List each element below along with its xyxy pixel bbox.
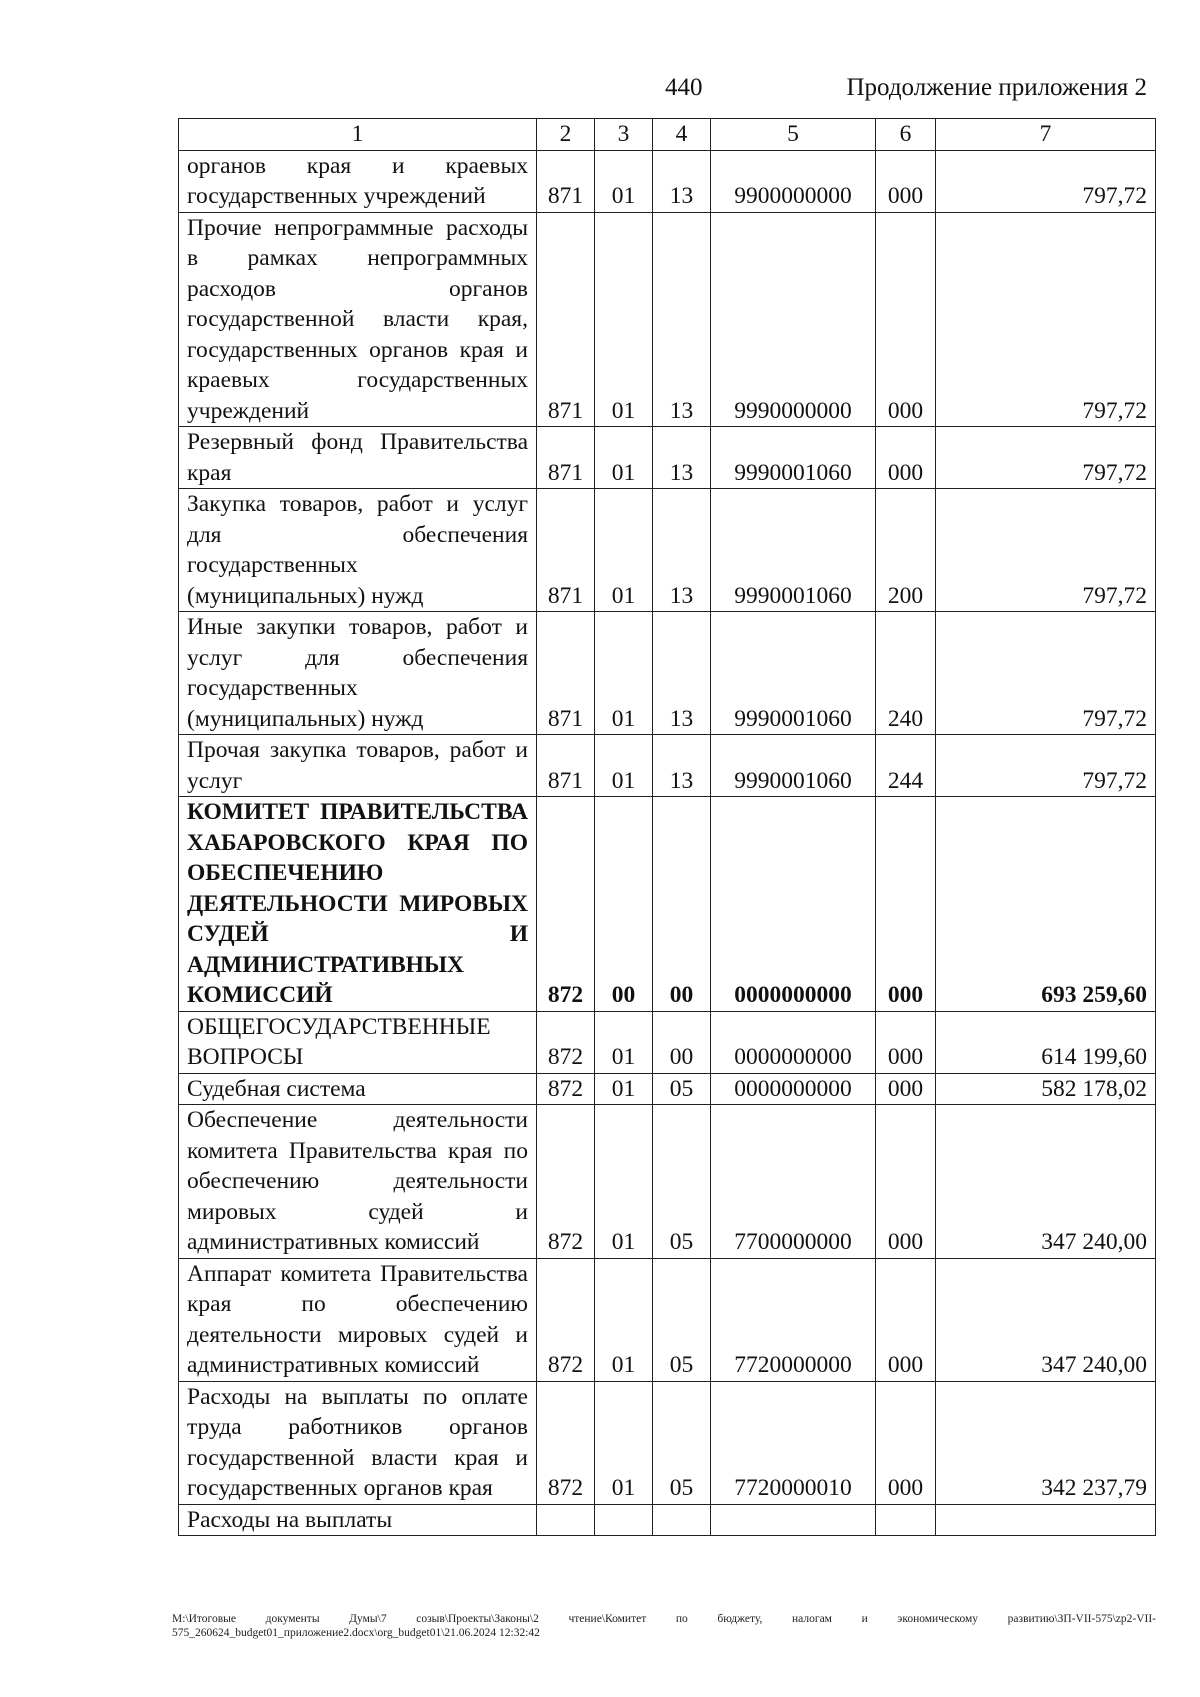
row-name-cell: Прочие непрограммные расходы в рамках непрограммных расходов органов государственной власти края, государственных органов края и краевых государственных учреждений bbox=[179, 212, 537, 427]
row-name-cell: КОМИТЕТ ПРАВИТЕЛЬСТВА ХАБАРОВСКОГО КРАЯ ПО ОБЕСПЕЧЕНИЮ ДЕЯТЕЛЬНОСТИ МИРОВЫХ СУДЕЙ И АДМИНИСТРАТИВНЫХ КОМИССИЙ bbox=[179, 797, 537, 1012]
col5-cell bbox=[711, 1504, 876, 1536]
amount-cell: 797,72 bbox=[936, 427, 1156, 489]
amount-cell: 347 240,00 bbox=[936, 1258, 1156, 1381]
col3-cell: 01 bbox=[595, 735, 653, 797]
header-cell: 6 bbox=[876, 119, 936, 151]
col4-cell: 13 bbox=[653, 427, 711, 489]
amount-cell: 797,72 bbox=[936, 150, 1156, 212]
col3-cell: 01 bbox=[595, 1381, 653, 1504]
header-cell: 7 bbox=[936, 119, 1156, 151]
col4-cell: 13 bbox=[653, 489, 711, 612]
col4-cell: 00 bbox=[653, 1011, 711, 1073]
col3-cell: 01 bbox=[595, 489, 653, 612]
col2-cell: 871 bbox=[537, 150, 595, 212]
row-name-cell: ОБЩЕГОСУДАРСТВЕННЫЕ ВОПРОСЫ bbox=[179, 1011, 537, 1073]
col4-cell: 13 bbox=[653, 150, 711, 212]
header-cell: 1 bbox=[179, 119, 537, 151]
amount-cell bbox=[936, 1504, 1156, 1536]
header-cell: 2 bbox=[537, 119, 595, 151]
col6-cell: 000 bbox=[876, 150, 936, 212]
file-path-footer: M:\Итоговые документы Думы\7 созыв\Проекты\Законы\2 чтение\Комитет по бюджету, налогам и экономическому развитию\ЗП-VII-575\zp2-VII-575_260624_budget01_приложение2.docx\org_budget01\21.06.2024 12:32:42 bbox=[172, 1613, 1156, 1639]
col2-cell: 871 bbox=[537, 212, 595, 427]
col6-cell: 000 bbox=[876, 1105, 936, 1259]
col3-cell: 01 bbox=[595, 1105, 653, 1259]
col4-cell: 05 bbox=[653, 1105, 711, 1259]
table-row bbox=[179, 1105, 1156, 1259]
col2-cell: 872 bbox=[537, 1258, 595, 1381]
col6-cell: 200 bbox=[876, 489, 936, 612]
col2-cell: 871 bbox=[537, 612, 595, 735]
table-row bbox=[179, 427, 1156, 489]
col5-cell: 9990001060 bbox=[711, 735, 876, 797]
table-row bbox=[179, 212, 1156, 427]
table-row bbox=[179, 150, 1156, 212]
col4-cell: 05 bbox=[653, 1073, 711, 1105]
amount-cell: 347 240,00 bbox=[936, 1105, 1156, 1259]
amount-cell: 797,72 bbox=[936, 735, 1156, 797]
continuation-caption: Продолжение приложения 2 bbox=[846, 74, 1147, 101]
col6-cell: 000 bbox=[876, 1011, 936, 1073]
amount-cell: 797,72 bbox=[936, 612, 1156, 735]
col5-cell: 7720000000 bbox=[711, 1258, 876, 1381]
col6-cell: 000 bbox=[876, 427, 936, 489]
row-name-cell: Обеспечение деятельности комитета Правительства края по обеспечению деятельности мировых судей и административных комиссий bbox=[179, 1105, 537, 1259]
amount-cell: 797,72 bbox=[936, 489, 1156, 612]
header-cell: 5 bbox=[711, 119, 876, 151]
col5-cell: 9990001060 bbox=[711, 612, 876, 735]
col3-cell: 01 bbox=[595, 427, 653, 489]
col5-cell: 0000000000 bbox=[711, 1073, 876, 1105]
col5-cell: 7700000000 bbox=[711, 1105, 876, 1259]
col5-cell: 9990000000 bbox=[711, 212, 876, 427]
col6-cell: 240 bbox=[876, 612, 936, 735]
table-row bbox=[179, 1504, 1156, 1536]
col2-cell: 872 bbox=[537, 1381, 595, 1504]
amount-cell: 797,72 bbox=[936, 212, 1156, 427]
col4-cell bbox=[653, 1504, 711, 1536]
row-name-cell: органов края и краевых государственных учреждений bbox=[179, 150, 537, 212]
budget-table bbox=[178, 118, 1156, 1536]
col3-cell: 01 bbox=[595, 1258, 653, 1381]
col3-cell: 01 bbox=[595, 612, 653, 735]
table-row bbox=[179, 797, 1156, 1012]
col2-cell: 872 bbox=[537, 1105, 595, 1259]
col2-cell: 871 bbox=[537, 735, 595, 797]
amount-cell: 693 259,60 bbox=[936, 797, 1156, 1012]
col4-cell: 13 bbox=[653, 735, 711, 797]
col3-cell: 00 bbox=[595, 797, 653, 1012]
col5-cell: 7720000010 bbox=[711, 1381, 876, 1504]
col6-cell bbox=[876, 1504, 936, 1536]
row-name-cell: Судебная система bbox=[179, 1073, 537, 1105]
col2-cell: 871 bbox=[537, 427, 595, 489]
col6-cell: 244 bbox=[876, 735, 936, 797]
table-row bbox=[179, 1011, 1156, 1073]
table-row bbox=[179, 1381, 1156, 1504]
col5-cell: 0000000000 bbox=[711, 797, 876, 1012]
amount-cell: 582 178,02 bbox=[936, 1073, 1156, 1105]
page-number: 440 bbox=[665, 74, 703, 101]
table-row bbox=[179, 735, 1156, 797]
col5-cell: 9990001060 bbox=[711, 427, 876, 489]
table-header-row bbox=[179, 119, 1156, 151]
row-name-cell: Аппарат комитета Правительства края по обеспечению деятельности мировых судей и административных комиссий bbox=[179, 1258, 537, 1381]
col3-cell: 01 bbox=[595, 150, 653, 212]
table-row bbox=[179, 612, 1156, 735]
row-name-cell: Расходы на выплаты по оплате труда работников органов государственной власти края и государственных органов края bbox=[179, 1381, 537, 1504]
col4-cell: 13 bbox=[653, 212, 711, 427]
row-name-cell: Резервный фонд Правительства края bbox=[179, 427, 537, 489]
row-name-cell: Расходы на выплаты bbox=[179, 1504, 537, 1536]
amount-cell: 342 237,79 bbox=[936, 1381, 1156, 1504]
row-name-cell: Иные закупки товаров, работ и услуг для обеспечения государственных (муниципальных) нужд bbox=[179, 612, 537, 735]
col4-cell: 13 bbox=[653, 612, 711, 735]
col2-cell bbox=[537, 1504, 595, 1536]
col6-cell: 000 bbox=[876, 212, 936, 427]
col3-cell bbox=[595, 1504, 653, 1536]
col4-cell: 05 bbox=[653, 1381, 711, 1504]
col2-cell: 872 bbox=[537, 1073, 595, 1105]
col2-cell: 871 bbox=[537, 489, 595, 612]
col6-cell: 000 bbox=[876, 1258, 936, 1381]
col6-cell: 000 bbox=[876, 797, 936, 1012]
table-row bbox=[179, 1258, 1156, 1381]
col5-cell: 0000000000 bbox=[711, 1011, 876, 1073]
col6-cell: 000 bbox=[876, 1073, 936, 1105]
col3-cell: 01 bbox=[595, 1073, 653, 1105]
col4-cell: 00 bbox=[653, 797, 711, 1012]
header-cell: 3 bbox=[595, 119, 653, 151]
amount-cell: 614 199,60 bbox=[936, 1011, 1156, 1073]
col2-cell: 872 bbox=[537, 1011, 595, 1073]
col4-cell: 05 bbox=[653, 1258, 711, 1381]
col5-cell: 9900000000 bbox=[711, 150, 876, 212]
col2-cell: 872 bbox=[537, 797, 595, 1012]
header-cell: 4 bbox=[653, 119, 711, 151]
col3-cell: 01 bbox=[595, 212, 653, 427]
row-name-cell: Закупка товаров, работ и услуг для обеспечения государственных (муниципальных) нужд bbox=[179, 489, 537, 612]
col5-cell: 9990001060 bbox=[711, 489, 876, 612]
col6-cell: 000 bbox=[876, 1381, 936, 1504]
row-name-cell: Прочая закупка товаров, работ и услуг bbox=[179, 735, 537, 797]
col3-cell: 01 bbox=[595, 1011, 653, 1073]
table-row bbox=[179, 489, 1156, 612]
table-row bbox=[179, 1073, 1156, 1105]
